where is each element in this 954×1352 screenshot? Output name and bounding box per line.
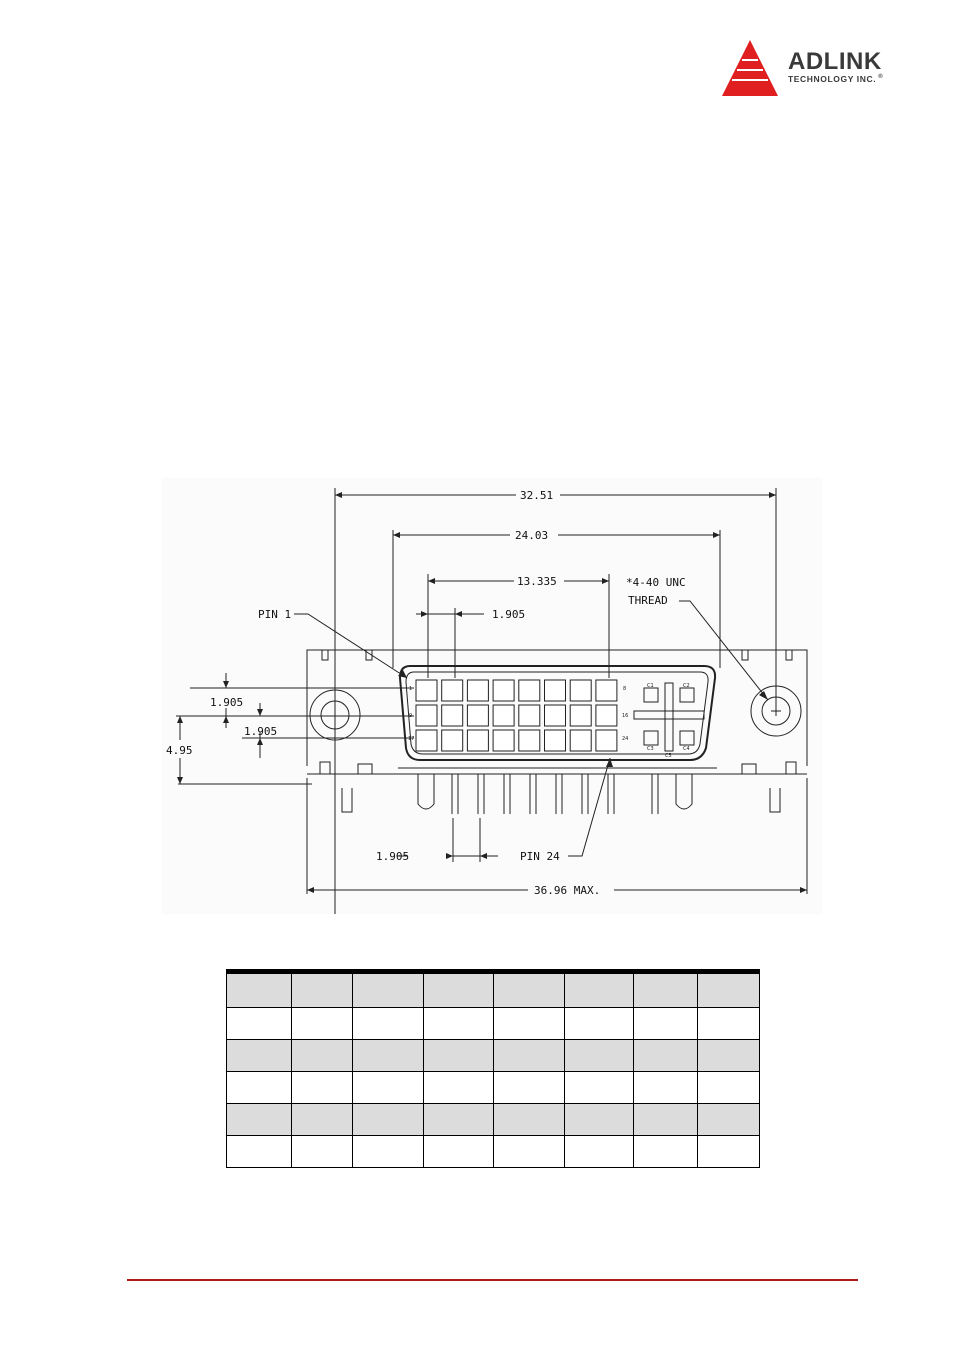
table-cell (353, 1040, 424, 1072)
pin-contact (442, 705, 463, 726)
dim-overall-mount: 32.51 (520, 489, 554, 502)
dim-height-to-board: 4.95 (166, 744, 193, 757)
table-cell (424, 972, 494, 1008)
table-cell (292, 972, 353, 1008)
table-row (227, 1008, 760, 1040)
dim-shell-width: 24.03 (515, 529, 549, 542)
callout-thread-line1: *4-40 UNC (626, 576, 686, 589)
pin-contact (467, 680, 488, 701)
pin-contact (467, 705, 488, 726)
table-cell (634, 1008, 698, 1040)
table-cell (292, 1040, 353, 1072)
label-c5: C5 (665, 753, 672, 759)
table-cell (424, 1136, 494, 1168)
connector-drawing (162, 478, 822, 914)
pin-contact (416, 730, 437, 751)
pin-contact (570, 730, 591, 751)
table-cell (424, 1072, 494, 1104)
dim-overall-max: 36.96 MAX. (534, 884, 601, 897)
label-row2-left: 9 (409, 713, 413, 719)
pin-contact (545, 705, 566, 726)
table-cell (292, 1136, 353, 1168)
table-row (227, 1136, 760, 1168)
label-c2: C2 (683, 683, 690, 689)
footer-rule (127, 1279, 858, 1281)
adlink-logo (722, 38, 912, 98)
table-cell (698, 1104, 760, 1136)
table-cell (353, 1136, 424, 1168)
table-cell (494, 1072, 565, 1104)
pin-contact (570, 705, 591, 726)
table-cell (634, 1104, 698, 1136)
table-cell (424, 1104, 494, 1136)
pin-contact (442, 730, 463, 751)
table-cell (634, 1040, 698, 1072)
table-cell (292, 1008, 353, 1040)
callout-thread-line2: THREAD (628, 594, 668, 607)
pin-contact (493, 680, 514, 701)
pin-contact (416, 705, 437, 726)
pin-contact (519, 730, 540, 751)
table-cell (353, 1008, 424, 1040)
table-row (227, 972, 760, 1008)
table-cell (494, 1040, 565, 1072)
pin-contact (545, 680, 566, 701)
table-cell (227, 1040, 292, 1072)
table-cell (424, 1040, 494, 1072)
pin-contact (570, 680, 591, 701)
pin-contact (467, 730, 488, 751)
dvi-connector-dimension-drawing (162, 478, 822, 914)
label-row1-left: 1 (409, 686, 413, 692)
pin-contact (519, 705, 540, 726)
label-c4: C4 (683, 746, 690, 752)
dim-row-pitch-1: 1.905 (210, 696, 244, 709)
callout-pin24: PIN 24 (520, 850, 560, 863)
dim-pin-pitch-top: 1.905 (492, 608, 526, 621)
pin-contact (519, 680, 540, 701)
label-c1: C1 (647, 683, 654, 689)
adlink-triangle-icon (722, 38, 788, 98)
table-cell (698, 1072, 760, 1104)
pin-contact (596, 680, 617, 701)
table-cell (565, 1104, 634, 1136)
table-cell (698, 972, 760, 1008)
dim-pin-pitch-bottom: 1.905 (376, 850, 410, 863)
table-cell (634, 1136, 698, 1168)
logo-tagline: TECHNOLOGY INC. ® (788, 73, 884, 84)
table-cell (698, 1136, 760, 1168)
table-cell (494, 1136, 565, 1168)
table-cell (494, 972, 565, 1008)
label-row3-left: 17 (408, 736, 415, 742)
label-c3: C3 (647, 746, 654, 752)
table-cell (227, 1072, 292, 1104)
dim-row-pitch-2: 1.905 (244, 725, 278, 738)
pin-contact (416, 680, 437, 701)
table-cell (698, 1008, 760, 1040)
table-cell (634, 972, 698, 1008)
table-cell (227, 972, 292, 1008)
table-row (227, 1072, 760, 1104)
table-cell (494, 1008, 565, 1040)
label-row3-right: 24 (622, 736, 629, 742)
table-cell (227, 1008, 292, 1040)
table-cell (353, 1104, 424, 1136)
table-cell (292, 1104, 353, 1136)
pin-contact (596, 705, 617, 726)
callout-pin1: PIN 1 (258, 608, 292, 621)
table-cell (353, 972, 424, 1008)
dim-pin-span: 13.335 (517, 575, 557, 588)
table-cell (353, 1072, 424, 1104)
pin-assignment-table (226, 969, 760, 1168)
table-cell (634, 1072, 698, 1104)
table-cell (565, 1136, 634, 1168)
table-cell (424, 1008, 494, 1040)
pin-contact (545, 730, 566, 751)
pin-contact (442, 680, 463, 701)
table-cell (565, 1072, 634, 1104)
table-cell (494, 1104, 565, 1136)
table-cell (698, 1040, 760, 1072)
label-row2-right: 16 (622, 713, 629, 719)
table-cell (292, 1072, 353, 1104)
label-row1-right: 8 (623, 686, 627, 692)
table-cell (565, 972, 634, 1008)
pin-contact (493, 730, 514, 751)
table-row (227, 1040, 760, 1072)
table-cell (227, 1136, 292, 1168)
logo-brand-text: ADLINK (788, 48, 882, 75)
table-cell (565, 1008, 634, 1040)
table-cell (227, 1104, 292, 1136)
table-cell (565, 1040, 634, 1072)
table-row (227, 1104, 760, 1136)
pin-contact (596, 730, 617, 751)
registered-mark: ® (878, 74, 884, 80)
pin-contact (493, 705, 514, 726)
